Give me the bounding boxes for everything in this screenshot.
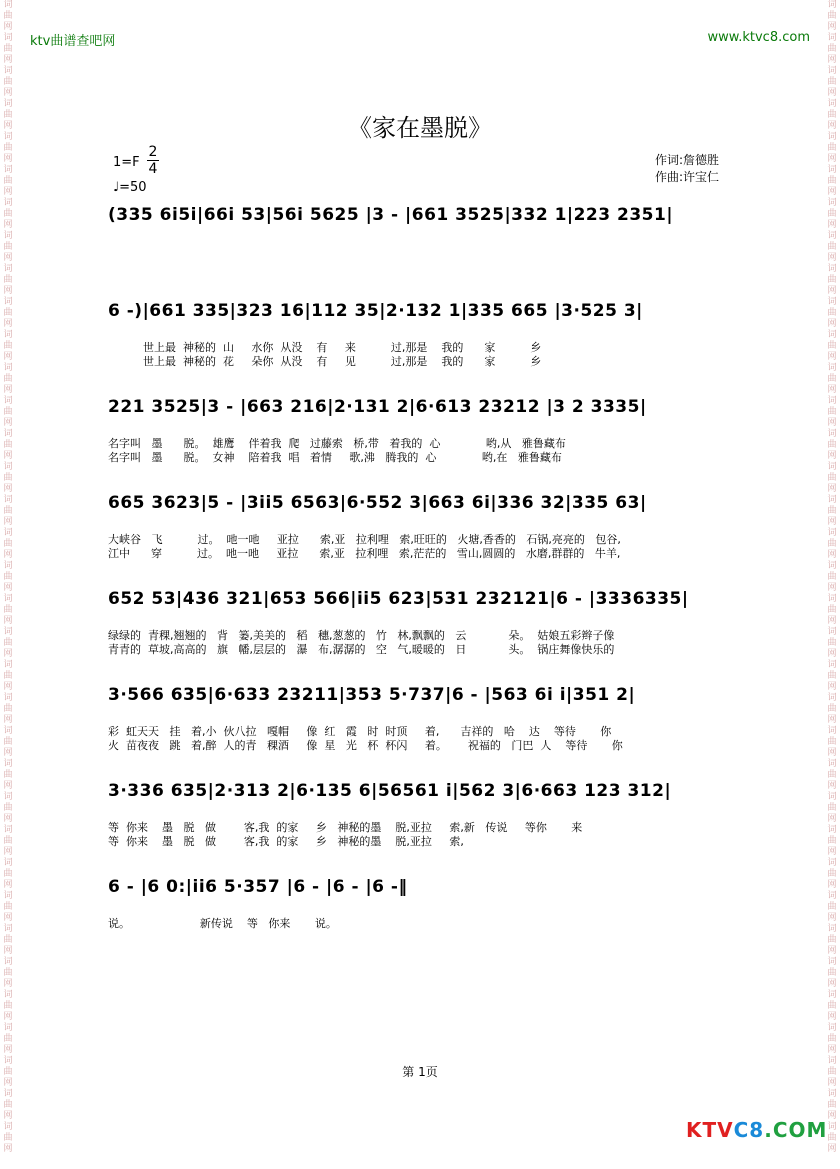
watermark-text: 词 曲 网 <box>827 627 837 659</box>
site-url-header: www.ktvc8.com <box>707 30 810 45</box>
watermark-text: 词 曲 网 <box>3 330 13 362</box>
watermark-text: 词 曲 网 <box>827 561 837 593</box>
watermark-text: 词 曲 网 <box>827 1056 837 1088</box>
watermark-text: 词 曲 网 <box>3 528 13 560</box>
watermark-text: 词 曲 网 <box>3 66 13 98</box>
score-row <box>108 205 753 235</box>
watermark-text: 词 曲 网 <box>827 726 837 758</box>
notation-line: 665 3623|5 - |3ii5 6563|6·552 3|663 6i|336 32|335 63| <box>108 493 647 513</box>
watermark-text: 词 曲 网 <box>827 759 837 791</box>
watermark-text: 词 曲 网 <box>827 957 837 989</box>
lyric-line-1: 说。 新传说 等 你来 说。 <box>108 917 337 930</box>
watermark-text: 词 曲 网 <box>827 429 837 461</box>
watermark-text: 词 曲 网 <box>827 33 837 65</box>
watermark-text: 词 曲 网 <box>3 264 13 296</box>
lyric-line-2: 青青的 草坡,高高的 旗 幡,层层的 瀑 布,潺潺的 空 气,暖暖的 日 头。 锅庄舞像快乐的 <box>108 643 615 656</box>
song-title: 《家在墨脱》 <box>348 114 492 142</box>
key-signature: 1=F <box>113 155 140 170</box>
watermark-text: 词 曲 网 <box>827 1023 837 1055</box>
watermark-text: 词 曲 网 <box>3 363 13 395</box>
watermark-text: 词 曲 网 <box>3 0 13 32</box>
watermark-text: 词 曲 网 <box>3 990 13 1022</box>
composer-credit: 作曲:许宝仁 <box>655 170 720 184</box>
watermark-text: 词 曲 网 <box>827 990 837 1022</box>
score-row <box>108 301 753 368</box>
watermark-text: 词 曲 网 <box>3 825 13 857</box>
watermark-text: 词 曲 网 <box>827 462 837 494</box>
watermark-text: 词 曲 网 <box>3 1089 13 1121</box>
right-watermark-strip <box>824 0 840 1169</box>
watermark-text: 词 曲 网 <box>827 264 837 296</box>
time-signature <box>147 144 159 177</box>
watermark-text: 词 曲 网 <box>3 396 13 428</box>
watermark-text: 词 曲 网 <box>3 759 13 791</box>
lyricist-credit: 作词:詹德胜 <box>655 153 720 167</box>
watermark-text: 词 曲 网 <box>3 891 13 923</box>
watermark-text: 词 曲 网 <box>3 495 13 527</box>
watermark-text: 词 曲 网 <box>827 297 837 329</box>
watermark-text: 词 曲 网 <box>3 627 13 659</box>
watermark-text: 词 曲 网 <box>3 924 13 956</box>
site-name-header: ktv曲谱查吧网 <box>30 34 116 49</box>
watermark-text: 词 曲 网 <box>3 594 13 626</box>
score-row <box>108 397 753 464</box>
watermark-text: 词 曲 网 <box>3 231 13 263</box>
watermark-text: 词 曲 网 <box>3 99 13 131</box>
score-row <box>108 877 753 930</box>
watermark-text: 词 曲 网 <box>3 561 13 593</box>
watermark-text: 词 曲 网 <box>827 660 837 692</box>
watermark-text: 词 曲 网 <box>827 792 837 824</box>
watermark-text: 词 曲 网 <box>827 396 837 428</box>
watermark-text: 词 曲 网 <box>827 0 837 32</box>
notation-line: 6 -)|661 335|323 16|112 35|2·132 1|335 665 |3·525 3| <box>108 301 643 321</box>
lyric-line-1: 大峡谷 飞 过。 吔一吔 亚拉 索,亚 拉利哩 索,旺旺的 火塘,香香的 石锅,亮亮的 包谷, <box>108 533 621 546</box>
watermark-text: 词 曲 网 <box>827 594 837 626</box>
watermark-text: 词 曲 网 <box>827 1122 837 1154</box>
lyric-line-2: 江中 穿 过。 吔一吔 亚拉 索,亚 拉利哩 索,茫茫的 雪山,圆圆的 水磨,群群的 牛羊, <box>108 547 621 560</box>
watermark-text: 词 曲 网 <box>827 330 837 362</box>
watermark-text: 词 曲 网 <box>827 693 837 725</box>
watermark-text: 词 曲 网 <box>3 660 13 692</box>
lyric-line-2: 等 你来 墨 脱 做 客,我 的家 乡 神秘的墨 脱,亚拉 索, <box>108 835 464 848</box>
notation-line: 221 3525|3 - |663 216|2·131 2|6·613 23212 |3 2 3335| <box>108 397 647 417</box>
lyric-line-1: 绿绿的 青稞,翘翘的 背 篓,美美的 稻 穗,葱葱的 竹 林,飘飘的 云 朵。 姑娘五彩辫子像 <box>108 629 615 642</box>
watermark-text: 词 曲 网 <box>3 132 13 164</box>
watermark-text: 词 曲 网 <box>827 924 837 956</box>
watermark-text: 词 曲 网 <box>3 429 13 461</box>
logo-part-c: .COM <box>764 1118 828 1142</box>
watermark-text: 词 曲 网 <box>3 165 13 197</box>
watermark-text: 词 曲 网 <box>827 231 837 263</box>
watermark-text: 词 曲 网 <box>827 363 837 395</box>
score-row <box>108 781 753 848</box>
logo-part-a: KTV <box>686 1118 734 1142</box>
score-row <box>108 685 753 752</box>
watermark-text: 词 曲 网 <box>827 825 837 857</box>
watermark-text: 词 曲 网 <box>3 858 13 890</box>
credits <box>655 152 719 186</box>
site-logo <box>686 1118 827 1142</box>
watermark-text: 词 曲 网 <box>827 1089 837 1121</box>
score-row <box>108 589 753 656</box>
watermark-text: 词 曲 网 <box>3 198 13 230</box>
watermark-text: 词 曲 网 <box>3 693 13 725</box>
notation-line: 6 - |6 0:|ii6 5·357 |6 - |6 - |6 -‖ <box>108 877 408 897</box>
time-numerator: 2 <box>148 144 158 160</box>
notation-line: 3·566 635|6·633 23211|353 5·737|6 - |563 6i i|351 2| <box>108 685 636 705</box>
logo-part-b: C8 <box>733 1118 765 1142</box>
watermark-text: 词 曲 网 <box>827 165 837 197</box>
watermark-text: 词 曲 网 <box>827 528 837 560</box>
lyric-line-1: 世上最 神秘的 山 水你 从没 有 来 过,那是 我的 家 乡 <box>108 341 542 354</box>
watermark-text: 词 曲 网 <box>3 297 13 329</box>
tempo-marking: ♩=50 <box>113 180 147 195</box>
lyric-line-2: 世上最 神秘的 花 朵你 从没 有 见 过,那是 我的 家 乡 <box>108 355 542 368</box>
watermark-text: 词 曲 网 <box>827 132 837 164</box>
watermark-text: 词 曲 网 <box>827 891 837 923</box>
time-denominator: 4 <box>148 161 158 177</box>
lyric-line-1: 彩 虹天天 挂 着,小 伙八拉 嘎帽 像 红 霞 时 时顶 着, 吉祥的 哈 达 等待 你 <box>108 725 612 738</box>
notation-line: 3·336 635|2·313 2|6·135 6|56561 i|562 3|6·663 123 312| <box>108 781 672 801</box>
notation-line: 652 53|436 321|653 566|ii5 623|531 232121|6 - |3336335| <box>108 589 689 609</box>
watermark-text: 词 曲 网 <box>3 957 13 989</box>
watermark-text: 词 曲 网 <box>827 99 837 131</box>
lyric-line-2: 名字叫 墨 脱。 女神 陪着我 唱 着情 歌,沸 腾我的 心 哟,在 雅鲁藏布 <box>108 451 562 464</box>
watermark-text: 词 曲 网 <box>3 1056 13 1088</box>
watermark-text: 词 曲 网 <box>3 792 13 824</box>
watermark-text: 词 曲 网 <box>827 495 837 527</box>
lyric-line-1: 名字叫 墨 脱。 雄鹰 伴着我 爬 过藤索 桥,带 着我的 心 哟,从 雅鲁藏布 <box>108 437 566 450</box>
score-row <box>108 493 753 560</box>
watermark-text: 词 曲 网 <box>827 858 837 890</box>
watermark-text: 词 曲 网 <box>3 1023 13 1055</box>
page-number: 第 1页 <box>402 1065 438 1079</box>
watermark-text: 词 曲 网 <box>3 726 13 758</box>
watermark-text: 词 曲 网 <box>3 33 13 65</box>
lyric-line-1: 等 你来 墨 脱 做 客,我 的家 乡 神秘的墨 脱,亚拉 索,新 传说 等你 来 <box>108 821 583 834</box>
left-watermark-strip <box>0 0 16 1169</box>
watermark-text: 词 曲 网 <box>827 66 837 98</box>
watermark-text: 词 曲 网 <box>3 1122 13 1154</box>
watermark-text: 词 曲 网 <box>827 198 837 230</box>
notation-line: (335 6i5i|66i 53|56i 5625 |3 - |661 3525|332 1|223 2351| <box>108 205 674 225</box>
lyric-line-2: 火 苗夜夜 跳 着,醉 人的青 稞酒 像 星 光 杯 杯闪 着。 祝福的 门巴 人 等待 你 <box>108 739 623 752</box>
watermark-text: 词 曲 网 <box>3 462 13 494</box>
